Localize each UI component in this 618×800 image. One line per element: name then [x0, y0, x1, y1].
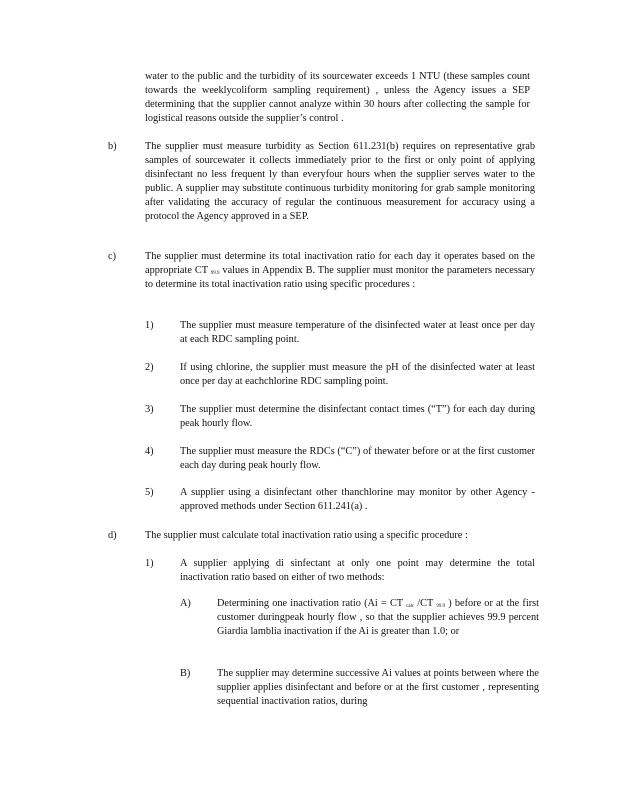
item-c-text-end: values in Appendix B. The supplier must monitor the parameters necessary to determine its total inactivation ratio using specific procedures : — [145, 265, 535, 290]
item-c2-label: 2) — [145, 362, 154, 373]
item-c4-text: The supplier must measure the RDCs (“C”) of thewater before or at the first customer each day during peak hourly flow. — [180, 446, 535, 471]
item-c-label: c) — [108, 251, 116, 262]
item-c-text — [145, 250, 535, 292]
item-c2-text: If using chlorine, the supplier must measure the pH of the disinfected water at least once per day at eachchlorine RDC sampling point. — [180, 362, 535, 387]
item-b-label: b) — [108, 141, 117, 152]
item-d-text: The supplier must calculate total inactivation ratio using a specific procedure : — [145, 530, 468, 541]
item-c5-text: A supplier using a disinfectant other thanchlorine may monitor by other Agency -approved methods under Section 611.241(a) . — [180, 487, 535, 512]
intro-paragraph: water to the public and the turbidity of its sourcewater exceeds 1 NTU (these samples count towards the weeklycoliform sampling requirement) , unless the Agency issues a SEP determining that the supplier cannot analyze within 30 hours after collecting the sample for logistical reasons outside the supplier’s control . — [145, 71, 530, 124]
item-c3-text: The supplier must determine the disinfectant contact times (“T”) for each day during peak hourly flow. — [180, 404, 535, 429]
item-d1-label: 1) — [145, 558, 154, 569]
item-dA-label: A) — [180, 598, 191, 609]
item-dA-text-2: /CT — [414, 598, 437, 609]
item-dA-text — [217, 597, 539, 639]
item-dB-label: B) — [180, 668, 191, 679]
item-b-text: The supplier must measure turbidity as Section 611.231(b) requires on representative grab samples of sourcewater it collects immediately prior to the first or only point of applying disinfectant no less frequent ly than everyfour hours when the supplier serves water to the public. A supplier may substitute continuous turbidity monitoring for grab sample monitoring after validating the accuracy of regular the continuous measurement for accuracy using a protocol the Agency approved in a SEP. — [145, 141, 535, 222]
ct-subscript: 99.9 — [210, 271, 220, 276]
item-c5-label: 5) — [145, 487, 154, 498]
item-d1-text: A supplier applying di sinfectant at only one point may determine the total inactivation ratio based on either of two methods: — [180, 558, 535, 583]
item-c3-label: 3) — [145, 404, 154, 415]
calc-subscript: calc — [406, 604, 415, 609]
item-dA-text-3: ) before or at the first customer duringpeak hourly flow , so that the supplier achieves 99.9 percent Giardia lamblia inactivation if the Ai is greater than 1.0; or — [217, 598, 539, 637]
item-c1-text: The supplier must measure temperature of the disinfected water at least once per day at each RDC sampling point. — [180, 320, 535, 345]
item-d-label: d) — [108, 530, 117, 541]
item-c4-label: 4) — [145, 446, 154, 457]
item-c1-label: 1) — [145, 320, 154, 331]
item-c-text-start: The supplier must determine its total inactivation ratio for each day it operates based on the appropriate CT — [145, 251, 535, 276]
item-dA-text-1: Determining one inactivation ratio (Ai = CT — [217, 598, 407, 609]
ct999-subscript: 99.9 — [436, 604, 446, 609]
item-dB-text: The supplier may determine successive Ai values at points between where the supplier applies disinfectant and before or at the first customer , representing sequential inactivation ratios, during — [217, 668, 539, 707]
